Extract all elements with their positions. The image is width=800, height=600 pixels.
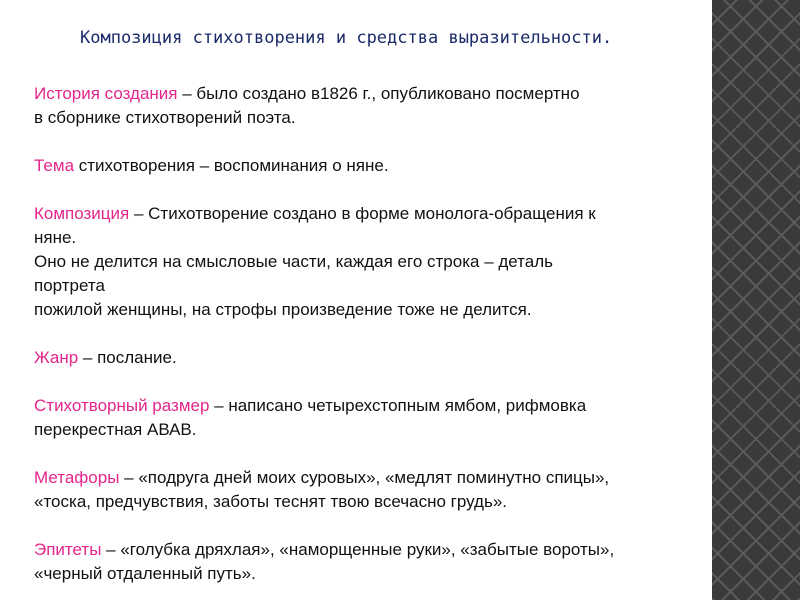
- paragraph-meter: [34, 394, 724, 442]
- text-fragment: – «голубка дряхлая», «наморщенные руки», «забытые вороты»,: [101, 540, 615, 559]
- text-line: [34, 394, 724, 418]
- text-line: «черный отдаленный путь».: [34, 564, 256, 583]
- text-line: [34, 154, 724, 178]
- text-line: перекрестная АВАВ.: [34, 420, 197, 439]
- paragraph-theme: [34, 154, 724, 178]
- paragraph-genre: [34, 346, 724, 370]
- text-fragment: стихотворения – воспоминания о няне.: [74, 156, 389, 175]
- text-line: «тоска, предчувствия, заботы теснят твою всечасно грудь».: [34, 492, 508, 511]
- text-line: [34, 346, 724, 370]
- paragraph-composition: [34, 202, 724, 322]
- term-label: История создания: [34, 84, 178, 103]
- text-line: пожилой женщины, на строфы произведение тоже не делится.: [34, 300, 532, 319]
- term-label: Жанр: [34, 348, 79, 367]
- term-label: Стихотворный размер: [34, 396, 210, 415]
- text-fragment: – Стихотворение создано в форме монолога-обращения к: [129, 204, 596, 223]
- text-line: портрета: [34, 276, 105, 295]
- text-fragment: – «подруга дней моих суровых», «медлят поминутно спицы»,: [119, 468, 610, 487]
- term-label: Композиция: [34, 204, 130, 223]
- term-label: Метафоры: [34, 468, 120, 487]
- decorative-pattern-strip: [712, 0, 800, 600]
- text-line: няне.: [34, 228, 77, 247]
- text-fragment: – послание.: [78, 348, 177, 367]
- term-label: Эпитеты: [34, 540, 102, 559]
- text-fragment: – было создано в1826 г., опубликовано посмертно: [177, 84, 580, 103]
- paragraph-metaphors: [34, 466, 724, 514]
- slide-title: Композиция стихотворения и средства выразительности.: [80, 28, 613, 48]
- text-line: [34, 538, 724, 562]
- paragraph-history: [34, 82, 724, 130]
- text-line: [34, 82, 724, 106]
- text-fragment: – написано четырехстопным ямбом, рифмовка: [209, 396, 587, 415]
- slide-content: [34, 82, 724, 586]
- text-line: [34, 202, 724, 226]
- paragraph-epithets: [34, 538, 724, 586]
- text-line: [34, 466, 724, 490]
- text-line: Оно не делится на смысловые части, каждая его строка – деталь: [34, 252, 554, 271]
- term-label: Тема: [34, 156, 75, 175]
- text-line: в сборнике стихотворений поэта.: [34, 108, 296, 127]
